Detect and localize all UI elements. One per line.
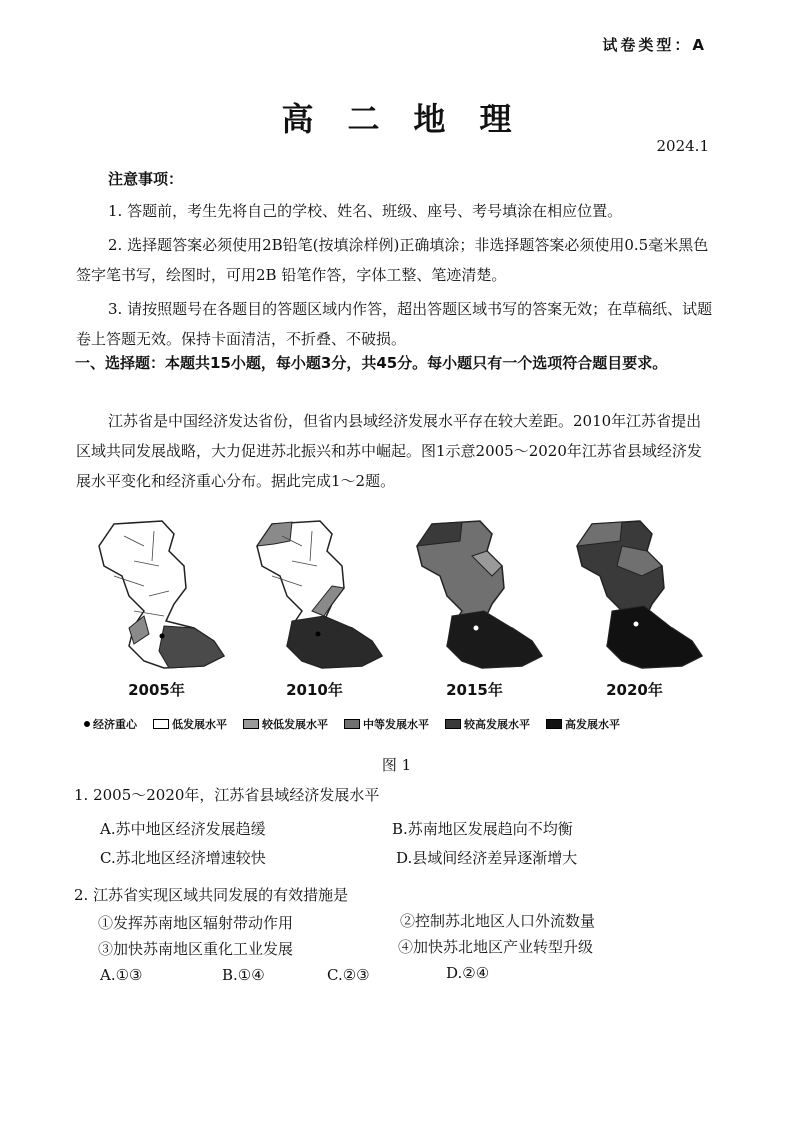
q2-option-d[interactable]: D.②④ bbox=[446, 964, 490, 982]
question-1-stem: 1. 2005～2020年，江苏省县域经济发展水平 bbox=[74, 786, 380, 804]
q2-statement-1: ①发挥苏南地区辐射带动作用 bbox=[98, 914, 294, 932]
swatch-low bbox=[153, 719, 169, 729]
map-2005-shape bbox=[74, 516, 239, 676]
question-2-stem: 2. 江苏省实现区域共同发展的有效措施是 bbox=[74, 886, 349, 904]
q2-statement-4: ④加快苏北地区产业转型升级 bbox=[398, 938, 594, 956]
section-heading: 一、选择题：本题共15小题，每小题3分，共45分。每小题只有一个选项符合题目要求。 bbox=[75, 354, 668, 372]
map-year-2020: 2020年 bbox=[606, 681, 663, 699]
q1-option-d[interactable]: D.县域间经济差异逐渐增大 bbox=[396, 849, 578, 867]
q1-option-c[interactable]: C.苏北地区经济增速较快 bbox=[100, 849, 266, 867]
figure-maps bbox=[74, 516, 720, 744]
q2-option-a[interactable]: A.①③ bbox=[100, 966, 143, 984]
note-item-2: 2. 选择题答案必须使用2B铅笔(按填涂样例)正确填涂；非选择题答案必须使用0.5毫米黑色签字笔书写，绘图时，可用2B 铅笔作答，字体工整、笔迹清楚。 bbox=[76, 236, 709, 284]
legend-medium: 中等发展水平 bbox=[344, 716, 429, 732]
notes-title: 注意事项： bbox=[108, 170, 184, 188]
q2-option-c[interactable]: C.②③ bbox=[327, 966, 370, 984]
swatch-medium bbox=[344, 719, 360, 729]
map-2020 bbox=[552, 516, 717, 699]
note-item-3: 3. 请按照题号在各题目的答题区域内作答，超出答题区域书写的答案无效；在草稿纸、试题卷上答题无效。保持卡面清洁，不折叠、不破损。 bbox=[76, 300, 713, 348]
map-year-2010: 2010年 bbox=[286, 681, 343, 699]
legend-higher: 较高发展水平 bbox=[445, 716, 530, 732]
figure-caption: 图 1 bbox=[381, 756, 412, 774]
map-2010-shape bbox=[232, 516, 397, 676]
legend-economic-center: 经济重心 bbox=[84, 716, 137, 732]
legend-high: 高发展水平 bbox=[546, 716, 620, 732]
dot-icon bbox=[84, 721, 90, 727]
passage: 江苏省是中国经济发达省份，但省内县域经济发展水平存在较大差距。2010年江苏省提出区域共同发展战略，大力促进苏北振兴和苏中崛起。图1示意2005～2020年江苏省县域经济发展水平变化和经济重心分布。据此完成1～2题。 bbox=[76, 412, 702, 490]
map-2010 bbox=[232, 516, 397, 699]
map-year-2015: 2015年 bbox=[446, 681, 503, 699]
legend-low: 低发展水平 bbox=[153, 716, 227, 732]
legend-lower: 较低发展水平 bbox=[243, 716, 328, 732]
swatch-lower bbox=[243, 719, 259, 729]
map-2015 bbox=[392, 516, 557, 699]
map-year-2005: 2005年 bbox=[128, 681, 185, 699]
q1-option-a[interactable]: A.苏中地区经济发展趋缓 bbox=[100, 820, 266, 838]
map-2015-shape bbox=[392, 516, 557, 676]
page-title: 高二地理 bbox=[281, 100, 546, 138]
swatch-high bbox=[546, 719, 562, 729]
paper-type: 试卷类型：A bbox=[602, 36, 707, 54]
swatch-higher bbox=[445, 719, 461, 729]
map-legend bbox=[84, 716, 724, 732]
map-2020-shape bbox=[552, 516, 717, 676]
q2-option-b[interactable]: B.①④ bbox=[222, 966, 265, 984]
map-2005 bbox=[74, 516, 239, 699]
q1-option-b[interactable]: B.苏南地区发展趋向不均衡 bbox=[392, 820, 573, 838]
note-item-1: 1. 答题前，考生先将自己的学校、姓名、班级、座号、考号填涂在相应位置。 bbox=[108, 202, 623, 220]
q2-statement-3: ③加快苏南地区重化工业发展 bbox=[98, 940, 294, 958]
q2-statement-2: ②控制苏北地区人口外流数量 bbox=[400, 912, 596, 930]
exam-date: 2024.1 bbox=[656, 137, 709, 155]
